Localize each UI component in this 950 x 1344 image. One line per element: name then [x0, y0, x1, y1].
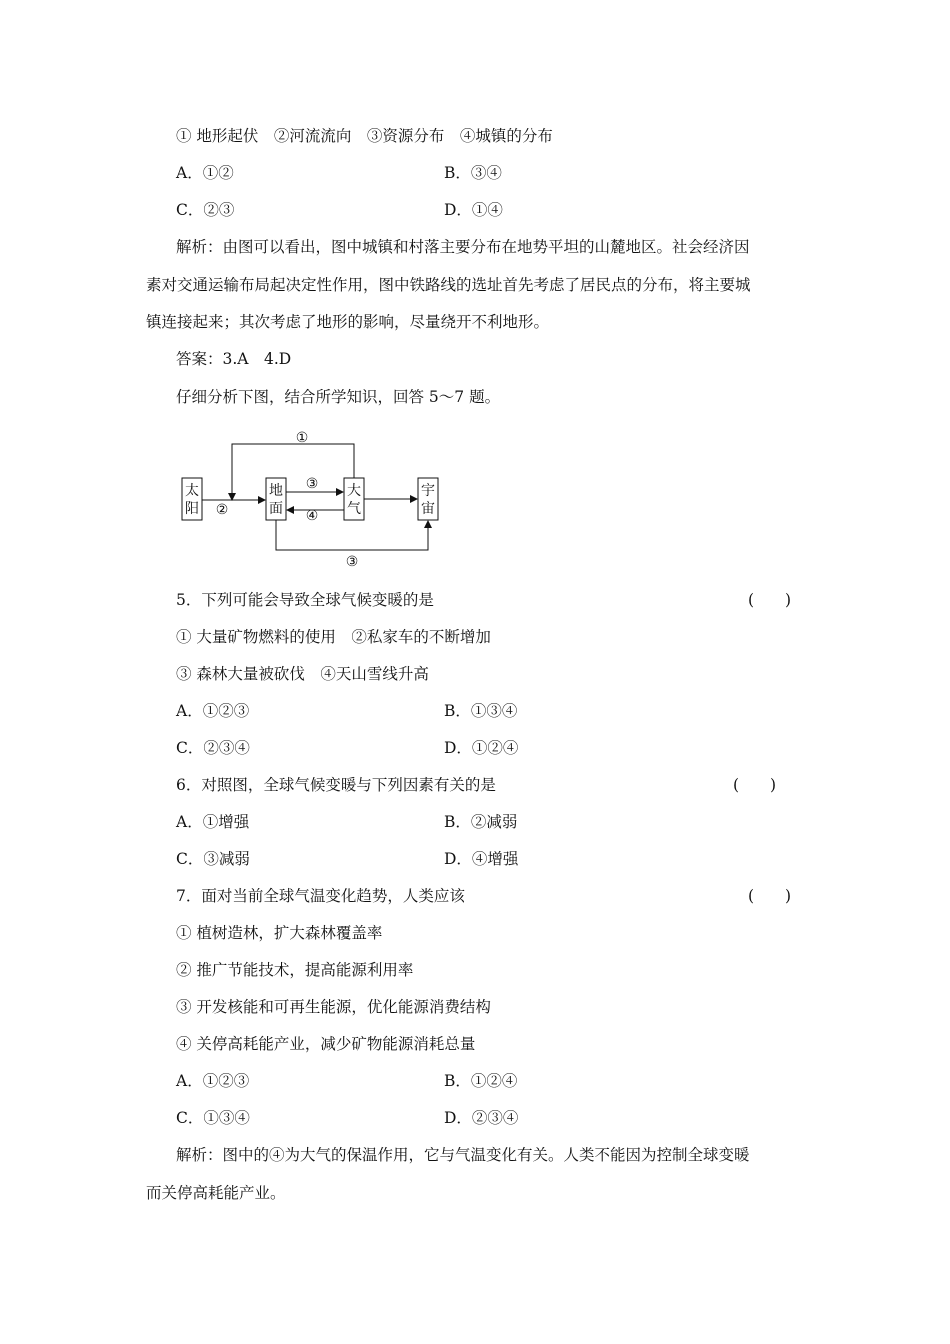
option-c: C．②③ — [176, 201, 235, 219]
question-5-stem: 5．下列可能会导致全球气候变暖的是 — [176, 591, 434, 609]
diagram-intro: 仔细分析下图，结合所学知识，回答 5～7 题。 — [176, 388, 501, 406]
option-a: A．①②③ — [176, 702, 250, 720]
question-7-item: ④ 关停高耗能产业，减少矿物能源消耗总量 — [176, 1035, 476, 1053]
question-5-item: ③ 森林大量被砍伐 ④天山雪线升高 — [176, 665, 429, 683]
analysis-line: 素对交通运输布局起决定性作用，图中铁路线的选址首先考虑了居民点的分布，将主要城 — [146, 276, 751, 294]
option-b: B．①③④ — [444, 702, 518, 720]
label-2: ② — [215, 502, 229, 518]
option-c: C．②③④ — [176, 739, 250, 757]
label-3-bottom: ③ — [345, 554, 359, 570]
option-d: D．②③④ — [444, 1109, 519, 1127]
option-d: D．①④ — [444, 201, 503, 219]
answer-line: 答案：3.A 4.D — [176, 350, 292, 368]
answer-bracket: ( ) — [748, 591, 792, 609]
question-5-item: ① 大量矿物燃料的使用 ②私家车的不断增加 — [176, 628, 491, 646]
ground-text-2: 面 — [269, 501, 283, 517]
question-options-line: ① 地形起伏 ②河流流向 ③资源分布 ④城镇的分布 — [176, 127, 553, 145]
question-6-stem: 6．对照图，全球气候变暖与下列因素有关的是 — [176, 776, 496, 794]
atmosphere-text-2: 气 — [347, 501, 361, 517]
option-b: B．②减弱 — [444, 813, 518, 831]
option-d: D．④增强 — [444, 850, 519, 868]
ground-text-1: 地 — [269, 483, 283, 499]
question-7-item: ② 推广节能技术，提高能源利用率 — [176, 961, 414, 979]
atmosphere-text-1: 大 — [347, 483, 361, 499]
option-b: B．③④ — [444, 164, 502, 182]
universe-text-2: 宙 — [421, 501, 435, 517]
radiation-diagram — [170, 426, 460, 572]
analysis-line: 镇连接起来；其次考虑了地形的影响，尽量绕开不利地形。 — [146, 313, 550, 331]
arrow-ground-universe — [276, 520, 428, 550]
option-b: B．①②④ — [444, 1072, 518, 1090]
sun-text-2: 阳 — [185, 501, 199, 517]
option-a: A．①② — [176, 164, 234, 182]
option-a: A．①增强 — [176, 813, 250, 831]
option-d: D．①②④ — [444, 739, 519, 757]
question-7-item: ③ 开发核能和可再生能源，优化能源消费结构 — [176, 998, 491, 1016]
option-c: C．①③④ — [176, 1109, 250, 1127]
option-c: C．③减弱 — [176, 850, 250, 868]
analysis-line: 而关停高耗能产业。 — [146, 1184, 286, 1202]
option-a: A．①②③ — [176, 1072, 250, 1090]
label-1: ① — [295, 430, 309, 446]
label-3-upper: ③ — [305, 476, 319, 492]
sun-text-1: 太 — [185, 483, 199, 499]
analysis-line: 解析：由图可以看出，图中城镇和村落主要分布在地势平坦的山麓地区。社会经济因 — [176, 238, 750, 256]
answer-bracket: ( ) — [733, 776, 777, 794]
answer-bracket: ( ) — [748, 887, 792, 905]
question-7-stem: 7．面对当前全球气温变化趋势，人类应该 — [176, 887, 465, 905]
question-7-item: ① 植树造林，扩大森林覆盖率 — [176, 924, 383, 942]
label-4: ④ — [305, 508, 319, 524]
analysis-line: 解析：图中的④为大气的保温作用，它与气温变化有关。人类不能因为控制全球变暖 — [176, 1146, 750, 1164]
universe-text-1: 宇 — [421, 483, 435, 499]
